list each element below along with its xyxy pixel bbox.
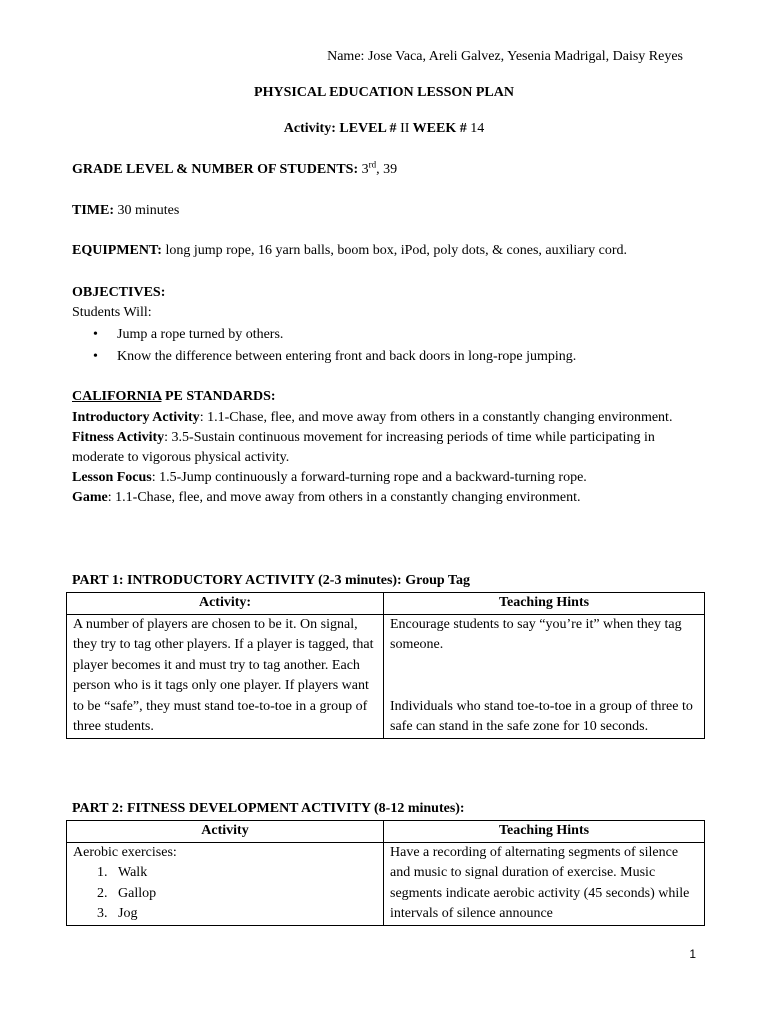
- grade-suffix: rd: [368, 159, 377, 170]
- equipment-label: EQUIPMENT:: [72, 243, 162, 258]
- list-item: [73, 863, 377, 884]
- exercise-label: Walk: [118, 865, 148, 880]
- standard-introductory: [72, 408, 696, 428]
- standard-lesson-focus: [72, 468, 696, 488]
- exercise-number: 1.: [97, 865, 108, 880]
- objectives-intro: Students Will:: [72, 305, 152, 320]
- part2-hint: Have a recording of alternating segments of silence and music to signal duration of exercise. Music segments indicate aerobic activity (45 seconds) while intervals of silence announce: [390, 844, 690, 921]
- part1-activity-header: Activity:: [67, 593, 384, 615]
- time-value: 30 minutes: [114, 203, 180, 218]
- part2-hints-header: Teaching Hints: [384, 821, 705, 843]
- table-header-row: [67, 593, 705, 615]
- objective-item: • Know the difference between entering front and back doors in long-rope jumping.: [72, 347, 692, 367]
- author-names: [0, 47, 683, 67]
- names-value: Jose Vaca, Areli Galvez, Yesenia Madrigal, Daisy Reyes: [364, 49, 683, 64]
- standards-heading-state: CALIFORNIA: [72, 389, 162, 404]
- table-row: [67, 614, 705, 738]
- standard-fitness: [72, 428, 696, 468]
- part2-table: [66, 820, 705, 926]
- standard-fitness-text: : 3.5-Sustain continuous movement for increasing periods of time while participating in moderate to vigorous physical activity.: [72, 430, 655, 465]
- part2-activity-cell: [67, 842, 384, 925]
- student-count: , 39: [376, 162, 398, 177]
- list-item: [73, 884, 377, 905]
- part2-activity-header: Activity: [67, 821, 384, 843]
- objectives-heading: OBJECTIVES:: [72, 285, 166, 300]
- standard-game: [72, 488, 696, 508]
- part2-heading: PART 2: FITNESS DEVELOPMENT ACTIVITY (8-12 minutes):: [72, 801, 465, 816]
- week-value: 14: [470, 121, 485, 136]
- page-title: PHYSICAL EDUCATION LESSON PLAN: [254, 85, 514, 100]
- page-number: 1: [689, 947, 696, 961]
- grade-label: GRADE LEVEL & NUMBER OF STUDENTS:: [72, 162, 359, 177]
- standard-lesson-label: Lesson Focus: [72, 470, 152, 485]
- standards-section: [72, 387, 696, 508]
- standard-lesson-text: : 1.5-Jump continuously a forward-turning rope and a backward-turning rope.: [151, 470, 587, 485]
- part1-table: [66, 592, 705, 739]
- objective-item: • Jump a rope turned by others.: [72, 325, 692, 345]
- activity-level-line: [0, 119, 768, 139]
- table-header-row: [67, 821, 705, 843]
- exercise-number: 2.: [97, 885, 108, 901]
- standard-introductory-label: Introductory Activity: [72, 410, 200, 425]
- equipment-value: long jump rope, 16 yarn balls, boom box, iPod, poly dots, & cones, auxiliary cord.: [161, 243, 628, 258]
- equipment-line: [72, 241, 692, 261]
- standard-introductory-text: : 1.1-Chase, flee, and move away from others in a constantly changing environment.: [199, 410, 673, 425]
- exercise-label: Gallop: [118, 885, 157, 901]
- objectives-section: [72, 283, 692, 367]
- objectives-list: [72, 325, 692, 367]
- time-label: TIME:: [72, 203, 114, 218]
- standards-heading-rest: PE STANDARDS:: [161, 389, 276, 404]
- part1-heading: PART 1: INTRODUCTORY ACTIVITY (2-3 minutes): Group Tag: [72, 573, 470, 588]
- name-label: Name:: [327, 49, 365, 64]
- exercise-number: 3.: [97, 906, 108, 921]
- standard-game-label: Game: [72, 490, 108, 505]
- list-item: [73, 904, 377, 925]
- week-label: WEEK #: [409, 121, 471, 136]
- grade-value: 3: [358, 162, 369, 177]
- grade-level-line: [72, 160, 692, 180]
- standards-heading: [72, 387, 696, 407]
- exercise-label: Jog: [118, 906, 138, 921]
- part2-activity-intro: Aerobic exercises:: [73, 844, 177, 860]
- standard-game-text: : 1.1-Chase, flee, and move away from others in a constantly changing environment.: [107, 490, 581, 505]
- part1-hints-cell: [384, 614, 705, 738]
- part1-hints-header: Teaching Hints: [384, 593, 705, 615]
- part1-hint-2: Individuals who stand toe-to-toe in a group of three to safe can stand in the safe zone for 10 seconds.: [390, 698, 693, 734]
- part2-hints-cell: [384, 842, 705, 925]
- time-line: [72, 201, 692, 221]
- table-row: [67, 842, 705, 925]
- part1-hint-1: Encourage students to say “you’re it” when they tag someone.: [390, 616, 682, 652]
- level-value: II: [400, 121, 410, 136]
- activity-label: Activity: LEVEL #: [283, 121, 401, 136]
- part1-activity-cell: [67, 614, 384, 738]
- exercise-list: [73, 863, 377, 925]
- standard-fitness-label: Fitness Activity: [72, 430, 165, 445]
- part1-activity-text: A number of players are chosen to be it. On signal, they try to tag other players. If a player is tagged, that player becomes it and must try to tag another. Each person who is it tags only one player. If players want to be “safe”, they must stand toe-to-toe in a group of three students.: [73, 616, 374, 734]
